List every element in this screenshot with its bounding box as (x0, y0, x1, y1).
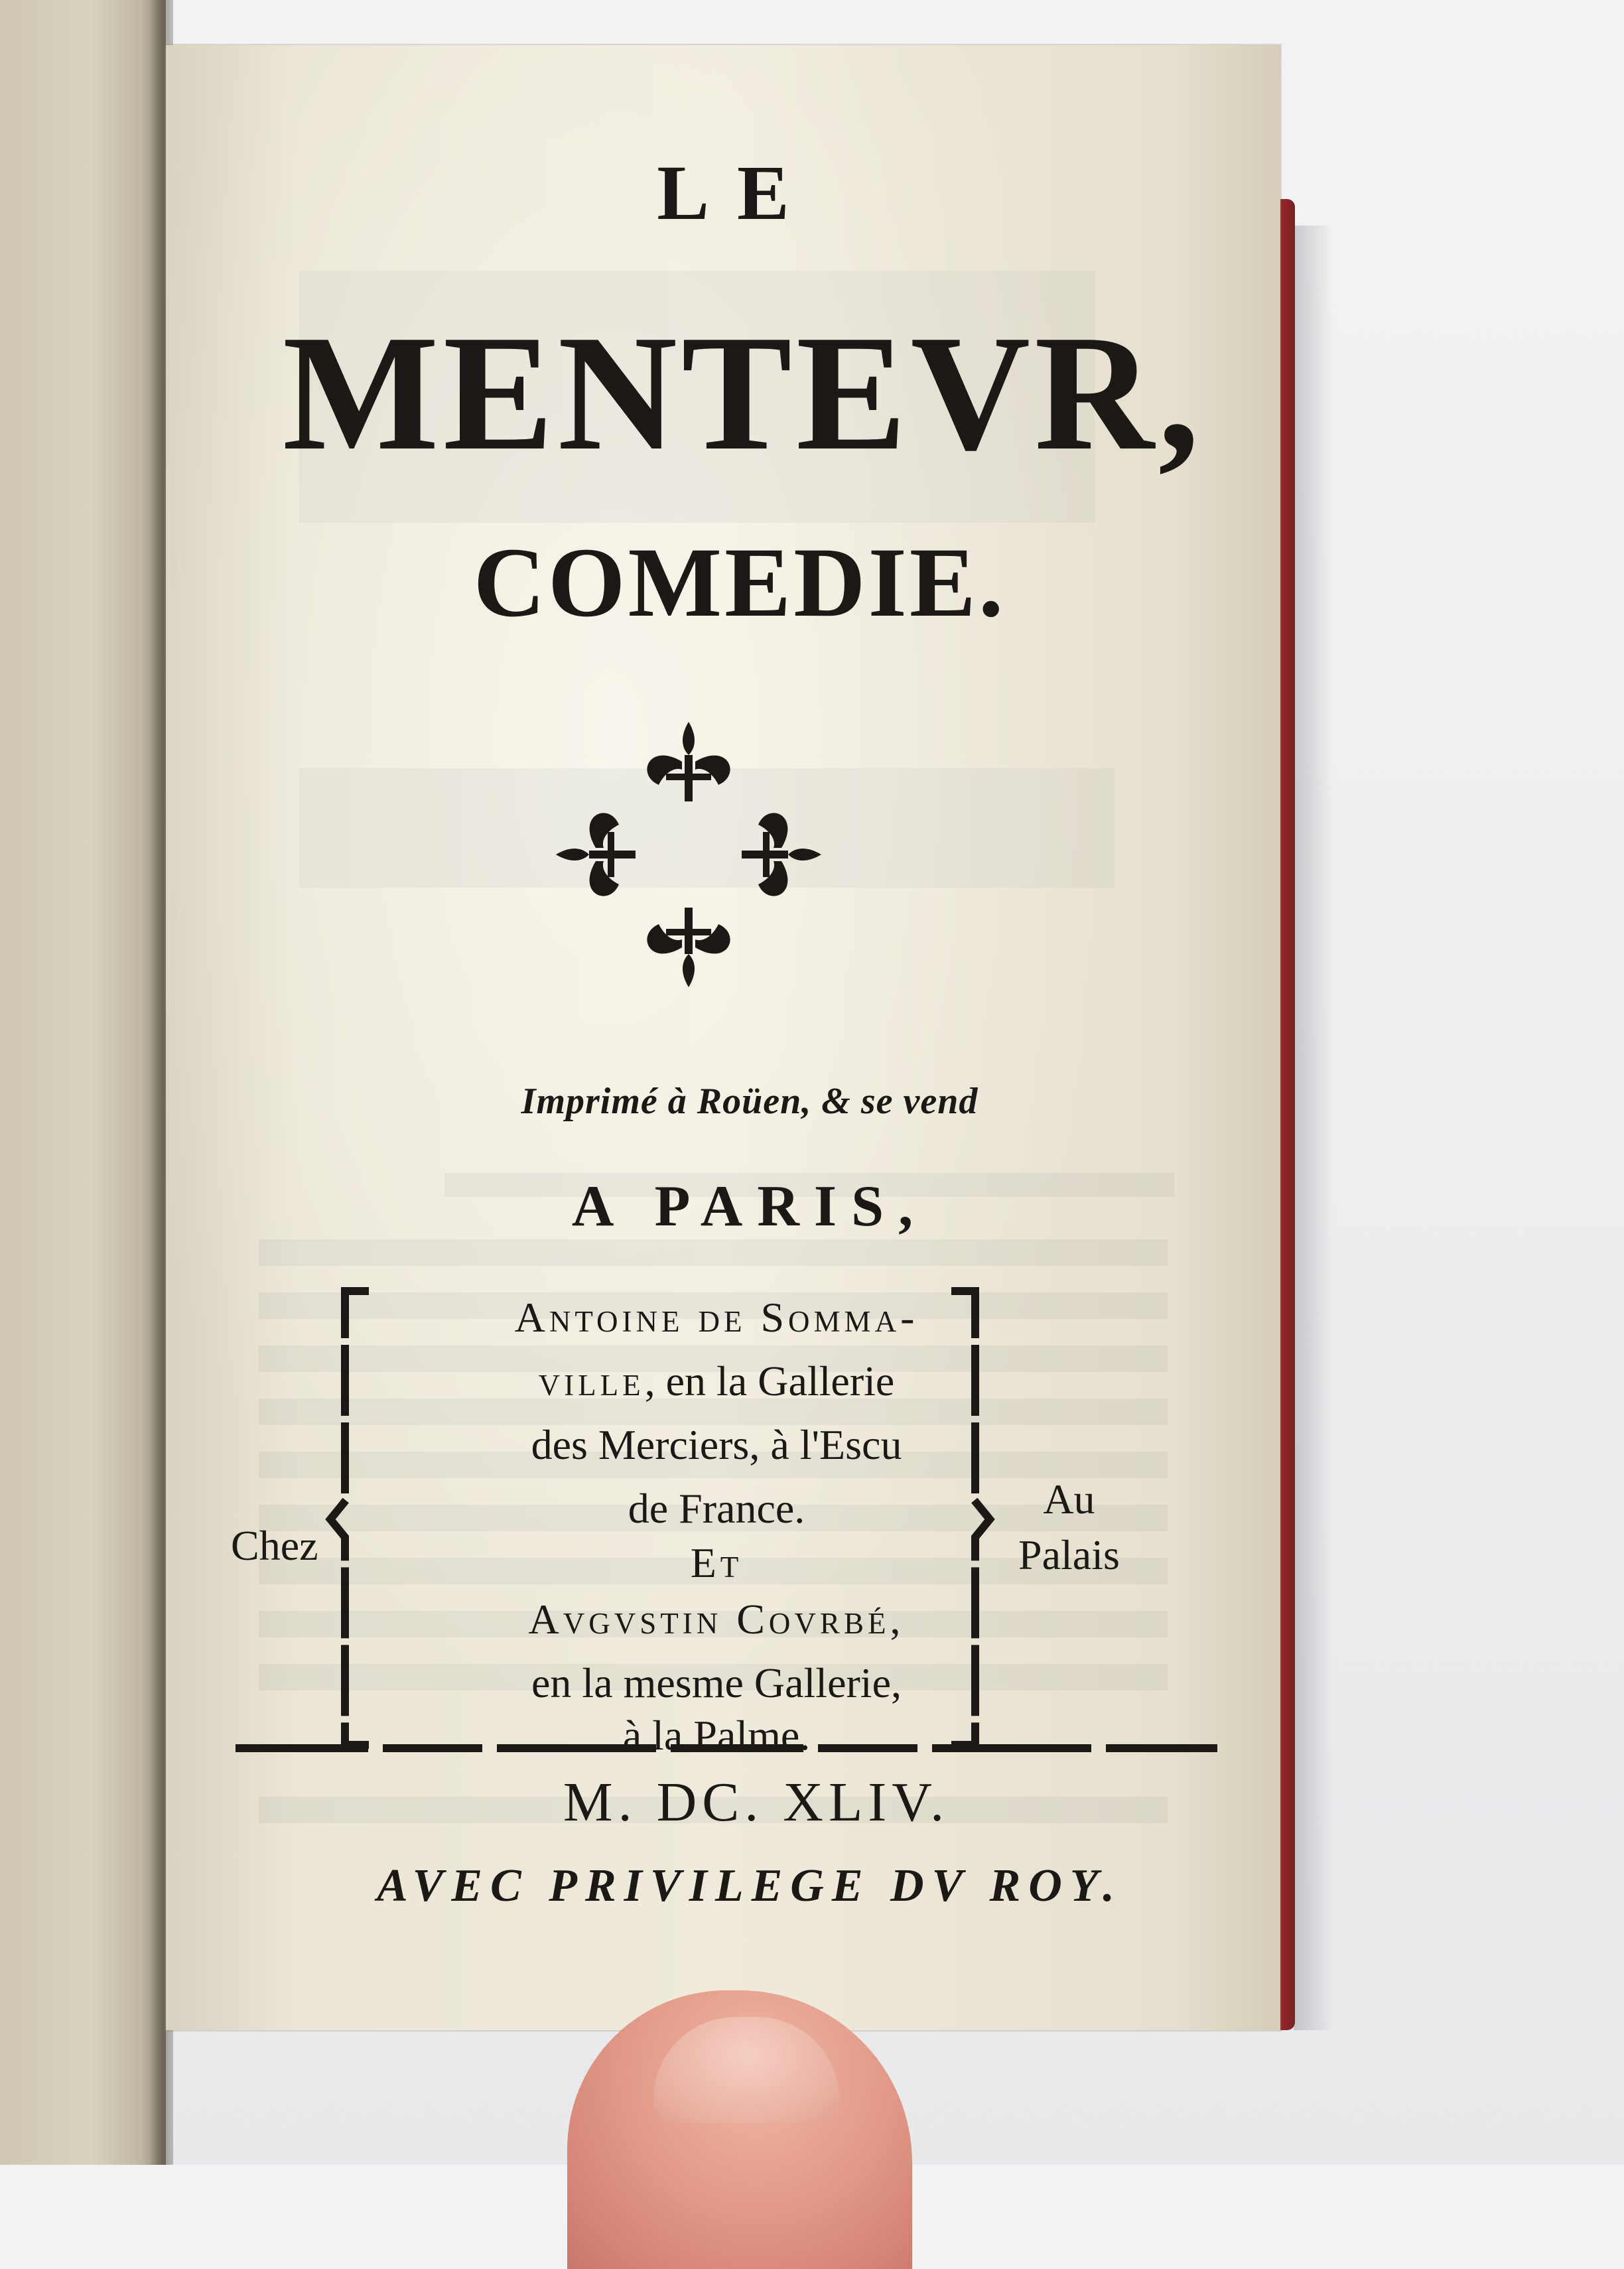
publisher-two-line2: en la mesme Gallerie, (531, 1659, 902, 1706)
au-palais-line2: Palais (1018, 1531, 1120, 1578)
publisher-one-name-text: Antoine de Somma- (514, 1294, 919, 1341)
publisher-one-line3: des Merciers, à l'Escu (531, 1421, 902, 1468)
publisher-one-name (385, 1286, 1048, 1349)
imprint-city: A PARIS, (571, 1174, 928, 1239)
au-palais-line1: Au (1043, 1476, 1095, 1523)
chez-label: Chez (231, 1522, 318, 1569)
title-page (166, 45, 1280, 2030)
left-brace-icon (318, 1279, 372, 1757)
royal-privilege: AVEC PRIVILEGE DV ROY. (377, 1860, 1122, 1911)
publisher-conjunction: Et (690, 1539, 743, 1586)
title-le: LE (657, 149, 817, 236)
fleur-de-lis-ornament-icon (549, 715, 828, 994)
publisher-two-name: Avgvstin Covrbé, (528, 1596, 905, 1643)
publisher-one-line4: de France. (628, 1485, 805, 1532)
publication-date: M. DC. XLIV. (563, 1771, 950, 1833)
publisher-two-line3: à la Palme. (622, 1712, 811, 1759)
publisher-block (166, 1279, 1280, 1757)
subtitle-comedie: COMEDIE. (473, 527, 1006, 638)
left-facing-page (0, 0, 166, 2165)
publisher-one-line2 (385, 1349, 1048, 1413)
au-palais-label (1018, 1472, 1120, 1583)
book-cast-shadow (1294, 226, 1333, 2030)
publisher-one-line2-rest: , en la Gallerie (644, 1357, 895, 1405)
imprint-note: Imprimé à Roüen, & se vend (521, 1081, 979, 1122)
dashed-rule-divider (236, 1738, 1217, 1758)
title-menteur: MENTEVR, (282, 301, 1204, 485)
publisher-one-line2-smallcaps: ville (538, 1357, 645, 1405)
